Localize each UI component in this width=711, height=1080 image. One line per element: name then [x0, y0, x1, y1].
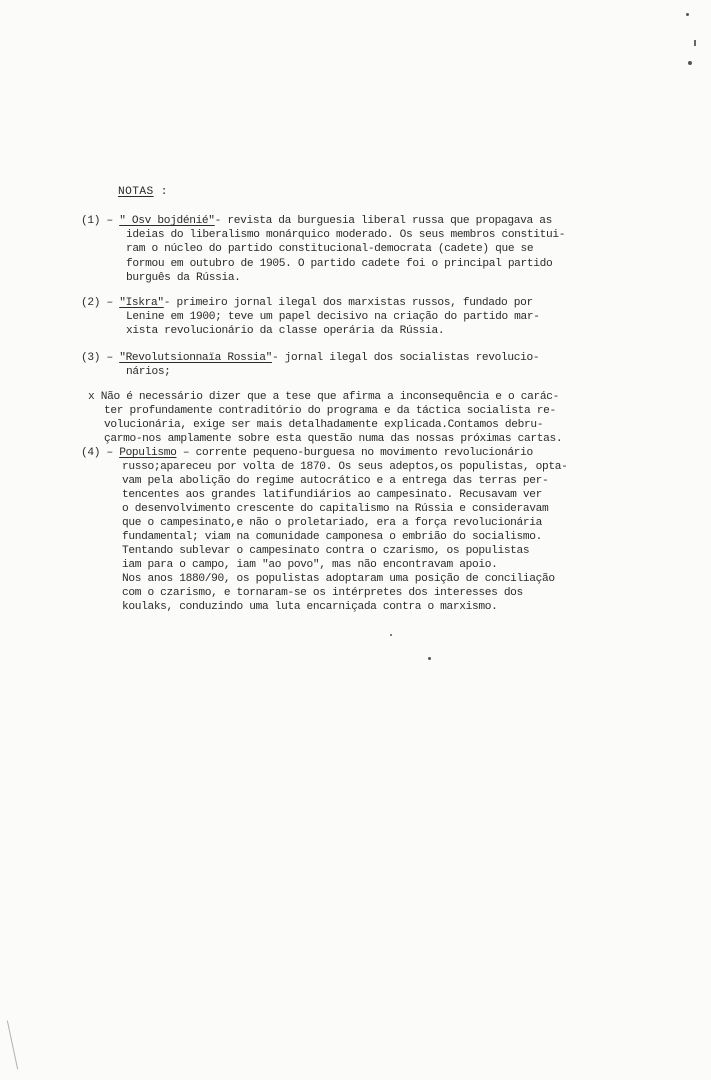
- note-4-line-12: koulaks, conduzindo uma luta encarniçada contra o marxismo.: [122, 601, 498, 613]
- note-4-line-4: tencentes aos grandes latifundiários ao campesinato. Recusavam ver: [122, 489, 542, 501]
- note-4-title: Populismo: [119, 447, 177, 459]
- scan-speck: [390, 634, 392, 636]
- note-4-line-1: (4) – Populismo – corrente pequeno-burguesa no movimento revolucionário: [81, 447, 533, 459]
- note-2-number: (2) –: [81, 297, 113, 309]
- note-3-number: (3) –: [81, 352, 113, 364]
- note-4-number: (4) –: [81, 447, 113, 459]
- note-3-title: "Revolutsionnaïa Rossia": [119, 352, 272, 364]
- note-1-number: (1) –: [81, 215, 113, 227]
- note-4-line-11: com o czarismo, e tornaram-se os intérpretes dos interesses dos: [122, 587, 523, 599]
- notes-heading: NOTAS :: [118, 186, 168, 198]
- scan-mark: [694, 40, 696, 46]
- note-1-line-1: (1) – " Osv bojdénié"- revista da burguesia liberal russa que propagava as: [81, 215, 552, 227]
- note-4-line-3: vam pela abolição do regime autocrático e a entrega das terras per-: [122, 475, 549, 487]
- note-4-line-5: o desenvolvimento crescente do capitalismo na Rússia e consideravam: [122, 503, 549, 515]
- note-3-line-2: nários;: [126, 366, 171, 378]
- note-2-line-3: xista revolucionário da classe operária da Rússia.: [126, 325, 445, 337]
- footnote-line-3: volucionária, exige ser mais detalhadamente explicada.Contamos debru-: [104, 419, 544, 431]
- note-1-line-3: ram o núcleo do partido constitucional-democrata (cadete) que se: [126, 243, 534, 255]
- note-4-line-6: que o campesinato,e não o proletariado, era a força revolucionária: [122, 517, 542, 529]
- scan-edge-mark: [7, 1020, 18, 1069]
- footnote-line-2: ter profundamente contraditório do programa e da táctica socialista re-: [104, 405, 556, 417]
- note-4-line-10: Nos anos 1880/90, os populistas adoptaram uma posição de conciliação: [122, 573, 555, 585]
- note-4-line-7: fundamental; viam na comunidade camponesa o embrião do socialismo.: [122, 531, 542, 543]
- note-2-title: "Iskra": [119, 297, 164, 309]
- scan-speck: [428, 657, 431, 660]
- note-4-line-8: Tentando sublevar o campesinato contra o czarismo, os populistas: [122, 545, 530, 557]
- scan-speck: [686, 13, 689, 16]
- note-2-line-2: Lenine em 1900; teve um papel decisivo na criação do partido mar-: [126, 311, 540, 323]
- note-1-line-2: ideias do liberalismo monárquico moderado. Os seus membros constitui-: [126, 229, 566, 241]
- note-4-line-2: russo;apareceu por volta de 1870. Os seus adeptos,os populistas, opta-: [122, 461, 568, 473]
- note-1-title: " Osv bojdénié": [119, 215, 215, 227]
- note-1-line-4: formou em outubro de 1905. O partido cadete foi o principal partido: [126, 258, 553, 270]
- note-4-line-9: iam para o campo, iam "ao povo", mas não encontravam apoio.: [122, 559, 498, 571]
- footnote-line-1: x Não é necessário dizer que a tese que afirma a inconsequência e o carác-: [88, 391, 559, 403]
- footnote-line-4: çarmo-nos amplamente sobre esta questão numa das nossas próximas cartas.: [104, 433, 563, 445]
- note-1-line-5: burguês da Rússia.: [126, 272, 241, 284]
- footnote-marker: x: [88, 391, 95, 403]
- note-3-line-1: (3) – "Revolutsionnaïa Rossia"- jornal ilegal dos socialistas revolucio-: [81, 352, 540, 364]
- scan-speck: [688, 61, 692, 65]
- note-2-line-1: (2) – "Iskra"- primeiro jornal ilegal dos marxistas russos, fundado por: [81, 297, 533, 309]
